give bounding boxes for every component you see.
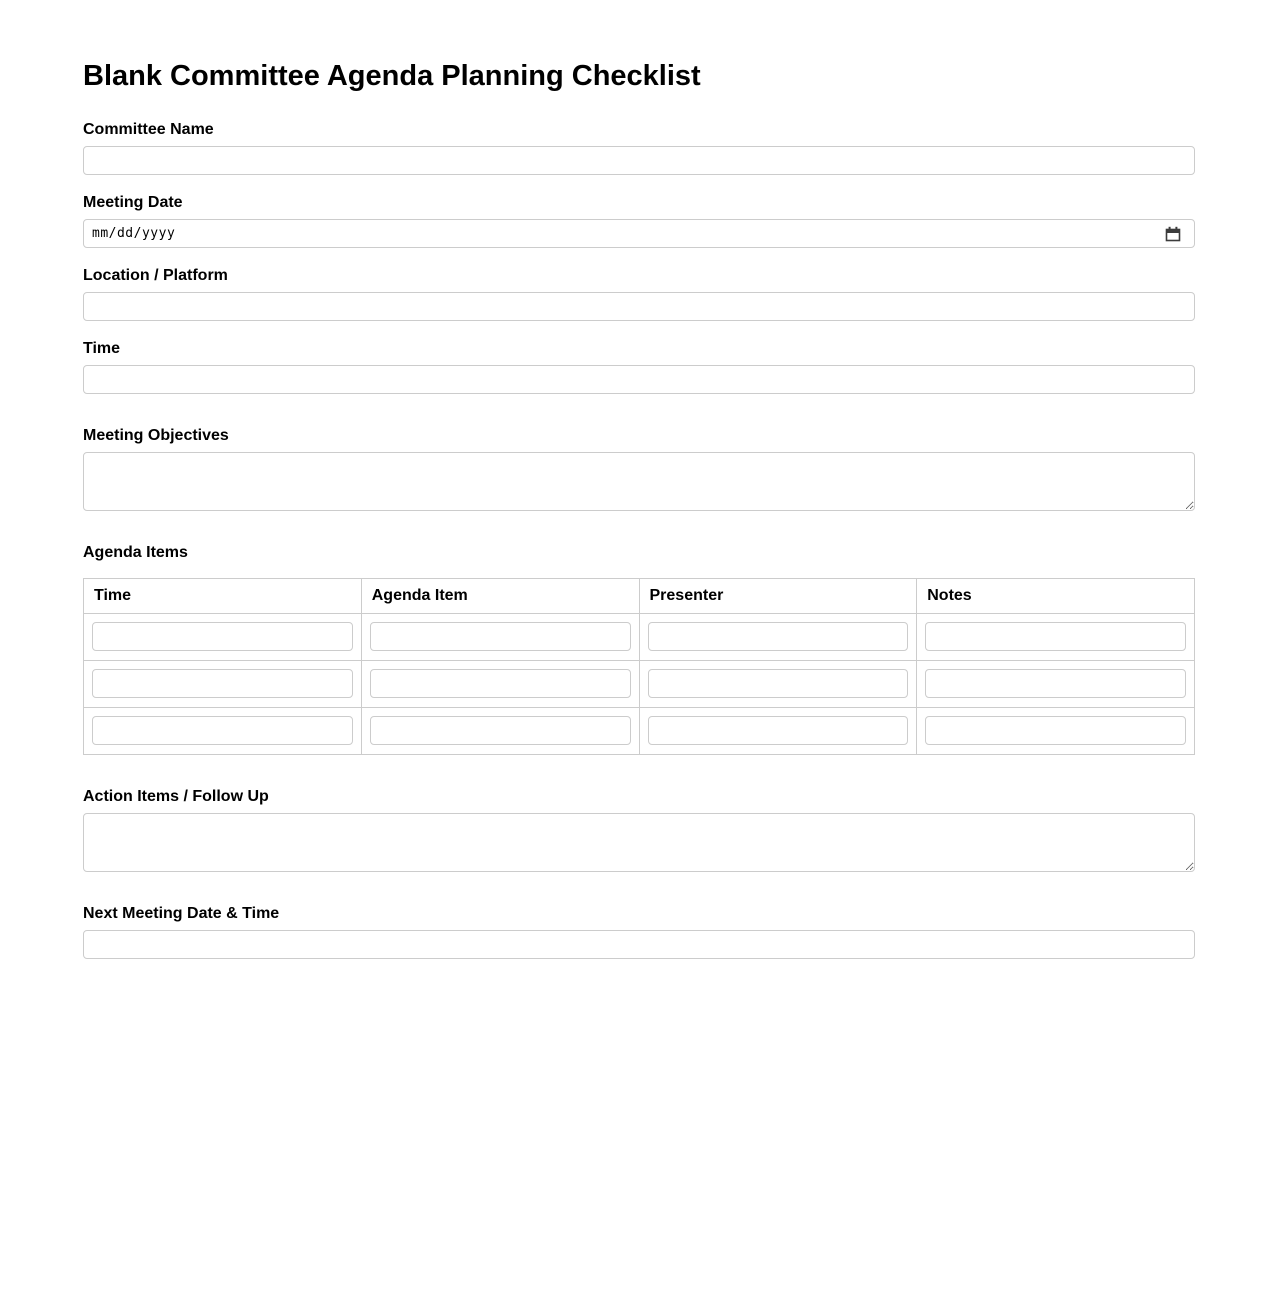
agenda-items-table <box>83 578 1195 755</box>
agenda-item-input[interactable] <box>370 622 631 651</box>
meeting-date-input[interactable] <box>83 219 1195 248</box>
action-items-label: Action Items / Follow Up <box>83 788 269 805</box>
agenda-item-input[interactable] <box>370 716 631 745</box>
meeting-objectives-textarea[interactable] <box>83 452 1195 511</box>
agenda-items-label: Agenda Items <box>83 544 188 561</box>
agenda-row <box>84 614 1195 661</box>
agenda-item-input[interactable] <box>370 669 631 698</box>
next-meeting-label: Next Meeting Date & Time <box>83 905 280 922</box>
agenda-notes-input[interactable] <box>925 622 1186 651</box>
agenda-col-header-time: Time <box>84 579 362 614</box>
agenda-notes-input[interactable] <box>925 716 1186 745</box>
field-committee-name <box>83 120 1195 175</box>
agenda-col-header-presenter: Presenter <box>639 579 917 614</box>
meeting-objectives-label: Meeting Objectives <box>83 427 229 444</box>
field-meeting-objectives <box>83 426 1195 511</box>
agenda-time-input[interactable] <box>92 669 353 698</box>
agenda-col-header-notes: Notes <box>917 579 1195 614</box>
agenda-col-header-agenda-item: Agenda Item <box>361 579 639 614</box>
agenda-presenter-input[interactable] <box>648 716 909 745</box>
agenda-notes-input[interactable] <box>925 669 1186 698</box>
location-platform-label: Location / Platform <box>83 267 228 284</box>
time-input[interactable] <box>83 365 1195 394</box>
next-meeting-input[interactable] <box>83 930 1195 959</box>
agenda-time-input[interactable] <box>92 716 353 745</box>
date-placeholder-text: mm/dd/yyyy <box>92 226 176 241</box>
page-title: Blank Committee Agenda Planning Checklist <box>83 60 701 92</box>
calendar-icon[interactable] <box>1165 226 1181 242</box>
meeting-date-label: Meeting Date <box>83 194 183 211</box>
field-time <box>83 339 1195 394</box>
time-label: Time <box>83 340 121 357</box>
location-platform-input[interactable] <box>83 292 1195 321</box>
committee-name-input[interactable] <box>83 146 1195 175</box>
agenda-header-row <box>84 579 1195 614</box>
agenda-presenter-input[interactable] <box>648 669 909 698</box>
agenda-row <box>84 661 1195 708</box>
section-agenda-items <box>83 543 1195 755</box>
agenda-row <box>84 708 1195 755</box>
committee-name-label: Committee Name <box>83 121 214 138</box>
field-location-platform <box>83 266 1195 321</box>
agenda-presenter-input[interactable] <box>648 622 909 651</box>
field-meeting-date <box>83 193 1195 248</box>
action-items-textarea[interactable] <box>83 813 1195 872</box>
field-action-items <box>83 787 1195 872</box>
agenda-time-input[interactable] <box>92 622 353 651</box>
field-next-meeting <box>83 904 1195 959</box>
